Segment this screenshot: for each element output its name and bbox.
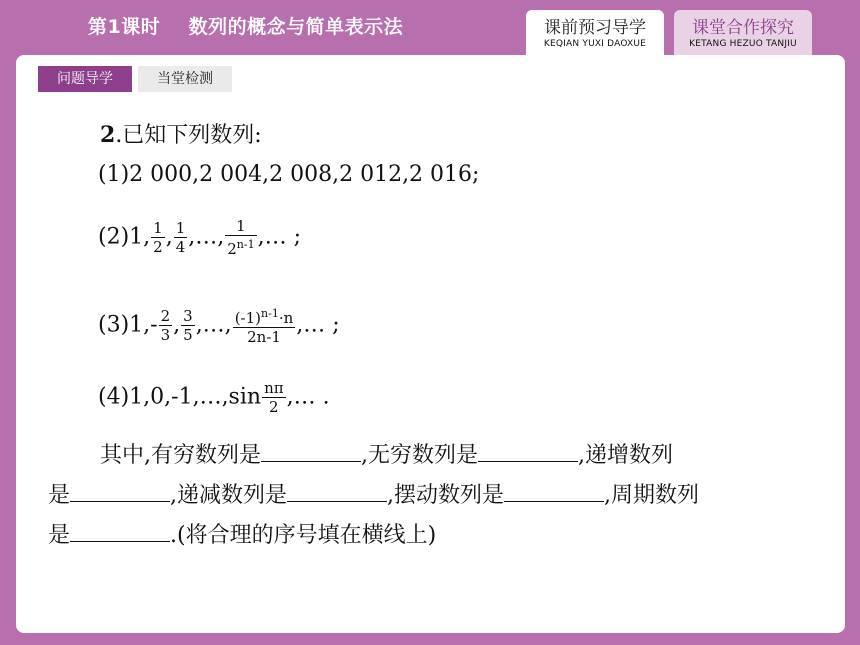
answer-text: ,递增数列 <box>578 443 673 468</box>
answer-line-1 <box>100 441 673 470</box>
blank-decreasing[interactable] <box>287 481 387 502</box>
sequence-3 <box>98 305 340 346</box>
blank-infinite[interactable] <box>478 441 578 462</box>
nav-tab-preview-sub: KEQIAN YUXI DAOXUE <box>543 39 647 49</box>
frac-den-base: 2 <box>227 240 237 258</box>
seq4-prefix: (4)1,0,-1,…,sin <box>98 384 262 410</box>
seq3-fraction-general <box>233 305 296 346</box>
frac-den: 3 <box>160 326 171 344</box>
question-content <box>16 55 845 633</box>
frac-num: nπ <box>264 379 284 397</box>
answer-text: ,周期数列 <box>604 483 700 508</box>
seq2-prefix: (2)1, <box>98 224 151 250</box>
frac-den: 5 <box>183 326 193 344</box>
frac-den: 2n-1 <box>247 328 281 346</box>
frac-num-base: (-1) <box>234 309 262 327</box>
nav-tab-explore-sub: KETANG HEZUO TANJIU <box>689 39 797 49</box>
blank-periodic[interactable] <box>70 521 170 542</box>
blank-increasing[interactable] <box>70 481 170 502</box>
frac-num <box>233 305 296 328</box>
nav-tab-explore-label: 课堂合作探究 <box>692 18 794 38</box>
nav-tab-preview[interactable] <box>526 10 664 56</box>
seq2-dots: ,…, <box>188 224 225 250</box>
seq2-fraction-1 <box>151 219 165 256</box>
frac-num: 3 <box>183 307 193 325</box>
answer-text: .(将合理的序号填在横线上) <box>170 523 437 548</box>
seq3-prefix: (3)1,- <box>98 312 158 338</box>
content-panel <box>16 55 845 633</box>
frac-num: 1 <box>153 219 163 237</box>
seq2-fraction-general <box>225 217 256 258</box>
seq3-fraction-1 <box>159 307 173 344</box>
frac-num-exponent: n-1 <box>261 307 279 320</box>
seq4-tail: ,… . <box>286 384 330 410</box>
tab-question-guide[interactable]: 问题导学 <box>38 66 132 92</box>
blank-finite[interactable] <box>261 441 361 462</box>
frac-den <box>225 236 256 258</box>
answer-text: 是 <box>48 483 71 508</box>
answer-text: ,无穷数列是 <box>361 443 478 468</box>
seq2-fraction-2 <box>174 219 188 256</box>
sequence-2 <box>98 217 301 258</box>
seq4-fraction <box>262 379 286 416</box>
nav-tab-preview-label: 课前预习导学 <box>544 18 646 38</box>
question-number: 2 <box>100 122 116 148</box>
answer-text: ,递减数列是 <box>170 483 288 508</box>
frac-num-tail: ·n <box>278 309 294 327</box>
lesson-title: 第1课时 数列的概念与简单表示法 <box>88 16 404 38</box>
frac-num: 2 <box>160 307 171 325</box>
frac-den-exponent: n-1 <box>236 238 255 251</box>
answer-text: 其中,有穷数列是 <box>100 443 261 468</box>
question-stem-text: .已知下列数列: <box>115 123 262 148</box>
sequence-1: (1)2 000,2 004,2 008,2 012,2 016; <box>98 162 480 187</box>
frac-num: 1 <box>225 217 256 236</box>
seq2-sep: , <box>165 224 173 250</box>
seq2-tail: ,… ; <box>257 224 302 250</box>
frac-num: 1 <box>175 219 186 237</box>
blank-oscillating[interactable] <box>504 481 604 502</box>
tab-class-test[interactable]: 当堂检测 <box>138 66 232 92</box>
seq3-sep: , <box>173 312 181 338</box>
seq3-tail: ,… ; <box>296 312 340 338</box>
frac-den: 4 <box>175 238 186 256</box>
frac-den: 2 <box>269 398 279 416</box>
nav-tab-explore[interactable] <box>674 10 812 56</box>
answer-line-2 <box>48 481 699 510</box>
sequence-4 <box>98 379 330 416</box>
answer-text: 是 <box>48 523 71 548</box>
seq3-dots: ,…, <box>195 312 232 338</box>
question-stem <box>100 121 262 150</box>
seq3-fraction-2 <box>181 307 195 344</box>
answer-line-3 <box>48 521 436 550</box>
answer-text: ,摆动数列是 <box>387 483 505 508</box>
frac-den: 2 <box>153 238 163 256</box>
